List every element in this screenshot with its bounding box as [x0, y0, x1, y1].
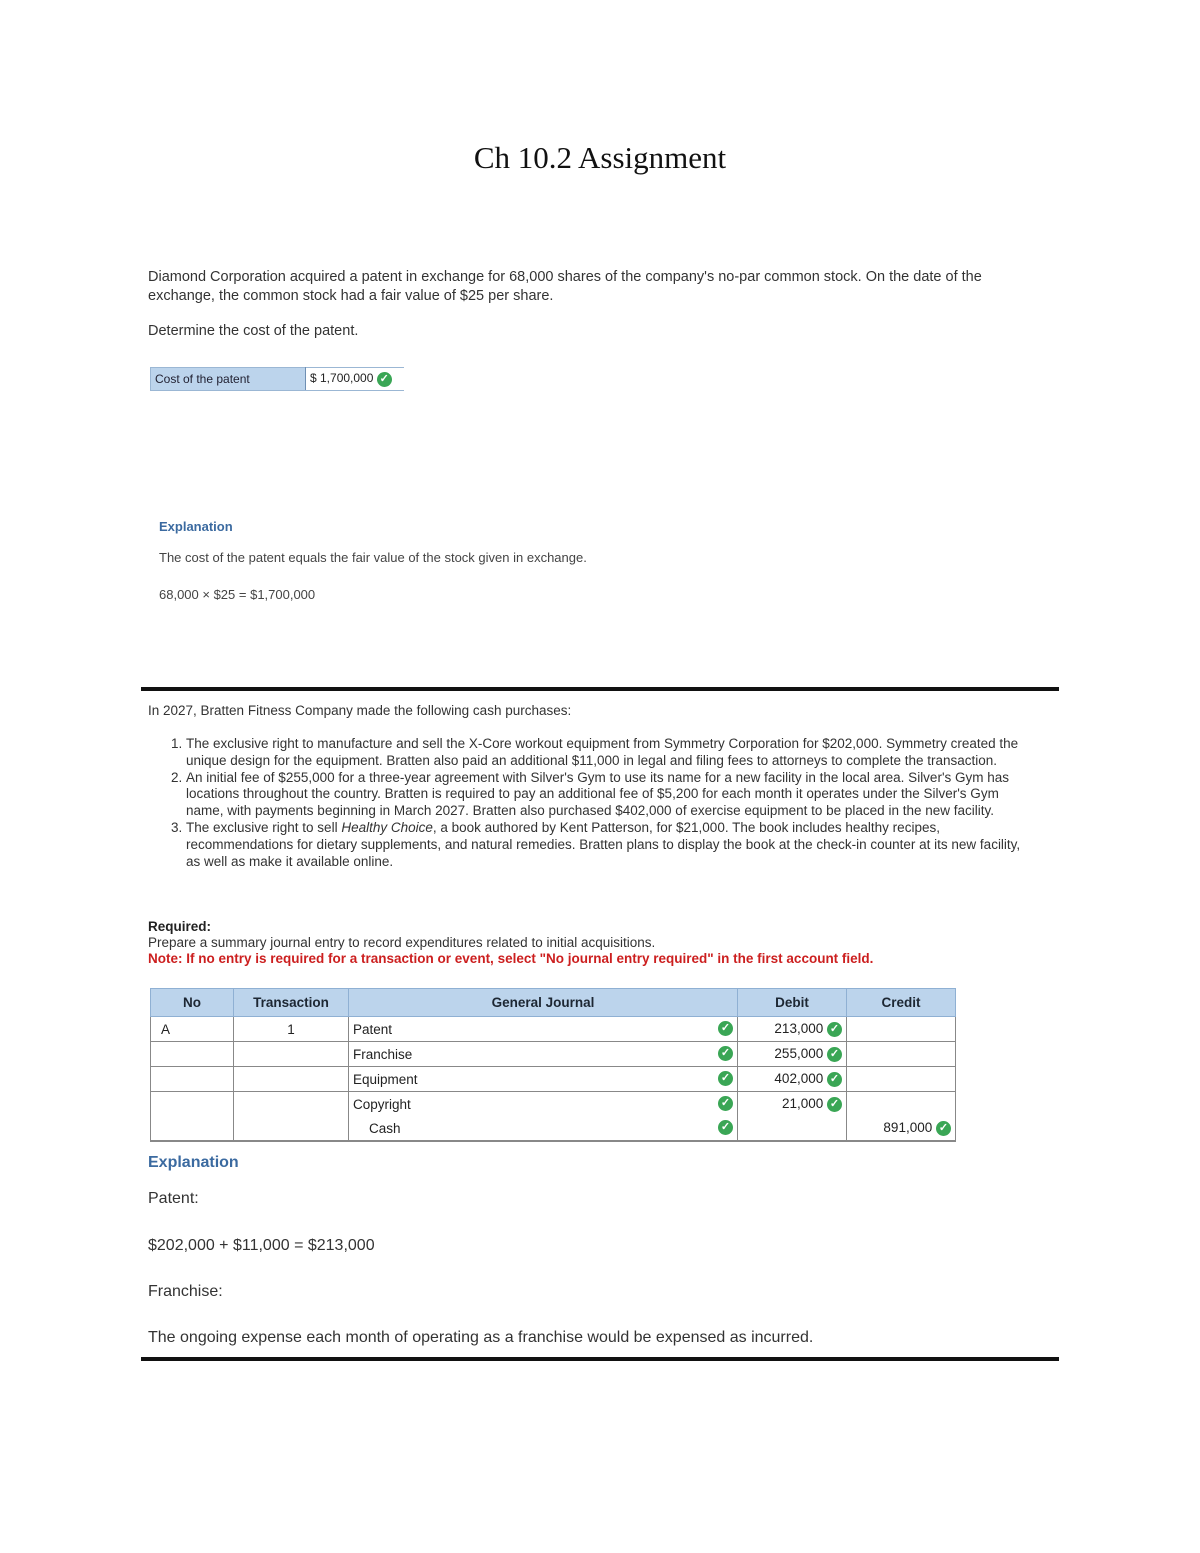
debit-field[interactable]: 255,000 ✓ — [738, 1042, 847, 1067]
col-header-debit: Debit — [738, 989, 847, 1017]
problem2-intro: In 2027, Bratten Fitness Company made the following cash purchases: — [148, 703, 572, 718]
credit-field[interactable] — [847, 1017, 956, 1042]
credit-field[interactable] — [847, 1092, 956, 1117]
cost-label: Cost of the patent — [151, 368, 306, 391]
account-field[interactable]: Patent ✓ — [349, 1017, 738, 1042]
explanation-franchise-label: Franchise: — [148, 1283, 223, 1300]
credit-field[interactable] — [847, 1067, 956, 1092]
check-icon: ✓ — [718, 1120, 733, 1135]
table-row — [151, 1067, 956, 1092]
account-field[interactable]: Cash ✓ — [349, 1116, 738, 1141]
col-header-transaction: Transaction — [234, 989, 349, 1017]
explanation-line: The cost of the patent equals the fair value of the stock given in exchange. — [159, 550, 587, 565]
debit-field[interactable] — [738, 1116, 847, 1141]
list-item: 1. The exclusive right to manufacture and sell the X-Core workout equipment from Symmetry Corporation for $202,000. Symmetry created the unique design for the equipment. Bratten also paid an additional $11,000 in legal and filing fees to attorneys to complete the transaction. — [186, 736, 1031, 770]
check-icon: ✓ — [718, 1071, 733, 1086]
page-title: Ch 10.2 Assignment — [473, 140, 727, 175]
entry-no: A — [151, 1017, 234, 1042]
account-field[interactable]: Franchise ✓ — [349, 1042, 738, 1067]
check-icon: ✓ — [718, 1021, 733, 1036]
col-header-general-journal: General Journal — [349, 989, 738, 1017]
required-heading: Required: — [148, 919, 212, 934]
check-icon: ✓ — [827, 1097, 842, 1112]
transaction-no: 1 — [234, 1017, 349, 1042]
check-icon: ✓ — [827, 1047, 842, 1062]
table-row — [151, 1092, 956, 1117]
problem1-instruction: Determine the cost of the patent. — [148, 323, 359, 339]
check-icon: ✓ — [827, 1072, 842, 1087]
divider — [141, 1357, 1059, 1361]
cost-answer-table — [150, 367, 404, 391]
explanation-heading: Explanation — [148, 1154, 239, 1171]
check-icon: ✓ — [718, 1046, 733, 1061]
explanation-heading: Explanation — [159, 519, 233, 534]
table-row — [151, 1116, 956, 1141]
journal-table — [150, 988, 956, 1142]
explanation-franchise-text: The ongoing expense each month of operating as a franchise would be expensed as incurred. — [148, 1329, 814, 1346]
list-item: 3. The exclusive right to sell Healthy Choice, a book authored by Kent Patterson, for $21,000. The book includes healthy recipes, recommendations for dietary supplements, and natural remedies. Bratten plans to display the book at the check-in counter at its new facility, as well as make it available online. — [186, 820, 1031, 870]
credit-field[interactable] — [847, 1042, 956, 1067]
debit-field[interactable]: 402,000 ✓ — [738, 1067, 847, 1092]
explanation-patent-calc: $202,000 + $11,000 = $213,000 — [148, 1237, 375, 1254]
explanation-patent-label: Patent: — [148, 1190, 199, 1207]
check-icon: ✓ — [377, 372, 392, 387]
explanation-calc: 68,000 × $25 = $1,700,000 — [159, 587, 316, 602]
check-icon: ✓ — [718, 1096, 733, 1111]
table-row — [151, 1017, 956, 1042]
table-row — [151, 1042, 956, 1067]
col-header-credit: Credit — [847, 989, 956, 1017]
col-header-no: No — [151, 989, 234, 1017]
account-field[interactable]: Equipment ✓ — [349, 1067, 738, 1092]
cost-answer-field[interactable] — [306, 368, 405, 391]
debit-field[interactable]: 21,000 ✓ — [738, 1092, 847, 1117]
problem1-paragraph: Diamond Corporation acquired a patent in exchange for 68,000 shares of the company's no-par common stock. On the date of the exchange, the common stock had a fair value of $25 per share. — [148, 269, 982, 304]
cost-answer-value: $ 1,700,000 — [310, 371, 374, 386]
debit-field[interactable]: 213,000 ✓ — [738, 1017, 847, 1042]
note-text: Note: If no entry is required for a transaction or event, select "No journal entry required" in the first account field. — [148, 951, 874, 966]
check-icon: ✓ — [827, 1022, 842, 1037]
account-field[interactable]: Copyright ✓ — [349, 1092, 738, 1117]
book-title: Healthy Choice — [341, 819, 433, 835]
list-item: 2. An initial fee of $255,000 for a three-year agreement with Silver's Gym to use its name for a new facility in the local area. Silver's Gym has locations throughout the country. Bratten is required to pay an additional fee of $5,200 for each month it operates under the Silver's Gym name, with payments beginning in March 2027. Bratten also purchased $402,000 of exercise equipment to be placed in the new facility. — [186, 770, 1031, 820]
purchase-list — [165, 736, 1031, 870]
credit-field[interactable]: 891,000 ✓ — [847, 1116, 956, 1141]
required-text: Prepare a summary journal entry to record expenditures related to initial acquisitions. — [148, 935, 656, 950]
check-icon: ✓ — [936, 1121, 951, 1136]
divider — [141, 687, 1059, 691]
